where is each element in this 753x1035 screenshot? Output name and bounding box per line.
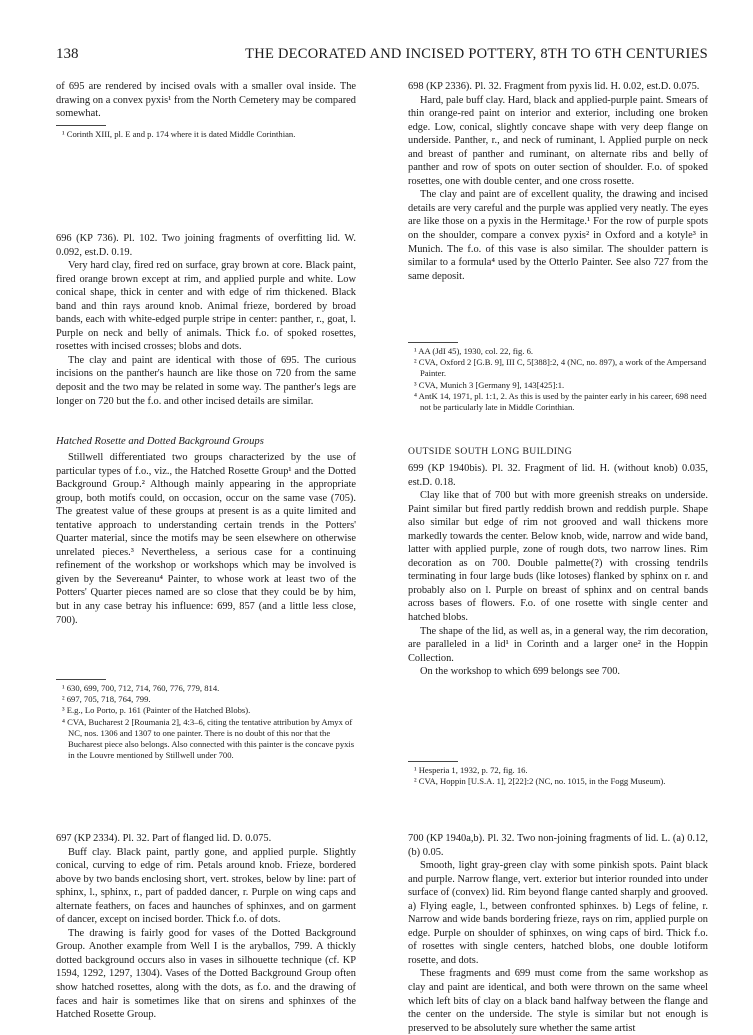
entry-697-commentary: The drawing is fairly good for vases of the Dotted Background Group. Another example from Well I is the aryballos, 799. A thickly dotted background occurs also in vases in silhouette technique (cf. KP 1594, 1292, 1297, 1304). Vases of the Dotted Background Group often show hatched rosettes, along with the dots, as f.o. and the drawing of faces and hair is sometimes like that on sirens and sphinxes of the Hatched Rosette Group. (56, 927, 356, 1021)
footnote: ¹ Corinth XIII, pl. E and p. 174 where it is dated Middle Corinthian. (62, 129, 296, 139)
entry-697-heading: 697 (KP 2334). Pl. 32. Part of flanged lid. D. 0.075. (56, 833, 272, 844)
entry-696-heading: 696 (KP 736). Pl. 102. Two joining fragments of overfitting lid. W. 0.092, est.D. 0.19. (56, 233, 356, 258)
footnote: ⁴ AntK 14, 1971, pl. 1:1, 2. As this is used by the painter early in his career, 698 need not be particularly late in Middle Corinthian. (414, 390, 707, 413)
entry-696-description: Very hard clay, fired red on surface, gray brown at core. Black paint, fired orange brown except at rim, and applied purple and white. Low conical shape, thick in center and with edge of rim thickened. Black band and thin rays around knob. Animal frieze, bordered by broad bands, each with white-edged purple stripe in center: panther, r., goat, l. Purple on neck and belly of animals. Thick f.o. of spoked rosettes, rosettes with incised crosses; blobs and dots. (56, 260, 356, 353)
entry-700-description: Smooth, light gray-green clay with some pinkish spots. Paint black and purple. Narrow flange, vert. exterior but interior rounded into under surface of (convex) lid. Rim beyond flange canted sharply and grooved. a) Flying eagle, l., between confronted sphinxes. b) Legs of feline, r. Narrow and wide bands bordering frieze, rays on rim, applied purple on edge. Purple on shoulder of sphinxes, on wing caps of bird. Thick f.o. of rosettes with single centers, hatched blobs, one double lotiform rosette, and dots. (408, 860, 708, 966)
continued-paragraph: of 695 are rendered by incised ovals with a smaller oval inside. The drawing on a convex pyxis¹ from the North Cemetery may be compared somewhat. (56, 81, 356, 120)
footnote: ² 697, 705, 718, 764, 799. (62, 694, 151, 705)
footnote: ¹ Hesperia 1, 1932, p. 72, fig. 16. (414, 765, 528, 775)
entry-698 (408, 80, 708, 283)
entry-700-commentary: These fragments and 699 must come from the same workshop as clay and paint are identical, and both were thrown on the same wheel which left bits of clay on a black band halfway between the flange and the center on the underside. The style is similar but not enough is preserved to be absolutely sure whether the same artist (408, 968, 708, 1034)
entry-698-footnotes (408, 342, 708, 413)
entry-699-commentary: The shape of the lid, as well as, in a general way, the rim decoration, are paralleled in a lid¹ in Corinth and a larger one² in the Hoppin Collection. (408, 625, 708, 664)
footnote: ³ E.g., Lo Porto, p. 161 (Painter of the Hatched Blobs). (62, 705, 251, 716)
hatched-rosette-footnotes (56, 679, 356, 761)
footnote: ⁴ CVA, Bucharest 2 [Roumania 2], 4:3–6, citing the tentative attribution by Amyx of NC, nos. 1306 and 1307 to one painter. There is no doubt of this nor that the Bucharest piece also belongs. Also connected with this painter is the concave pyxis in the Louvre mentioned by Stillwell under 700. (62, 716, 355, 761)
entry-697 (56, 832, 356, 1022)
footnote-rule (408, 342, 458, 343)
section-heading-hatched-rosette: Hatched Rosette and Dotted Background Groups (56, 436, 264, 447)
entry-697-description: Buff clay. Black paint, partly gone, and applied purple. Slightly conical, curving to edge of rim. Petals around knob. Frieze, bordered above by two bands enclosing short, vert. strokes, below by line: part of sphinx, l., sphinx, r., part of padded dancer, r. Purple on wing caps and alternate feathers, on faces and haunches of sphinxes, and on garment of dancer, except on incised border. Thick f.o. of dots. (56, 846, 356, 926)
footnote: ² CVA, Oxford 2 [G.B. 9], III C, 5[388]:2, 4 (NC, no. 897), a work of the Ampersand Painter. (414, 357, 707, 379)
footnote: ¹ AA (JdI 45), 1930, col. 22, fig. 6. (414, 346, 534, 356)
entry-699-description: Clay like that of 700 but with more greenish streaks on underside. Paint similar but fired partly reddish brown and reddish purple. Shape also similar but edge of rim not grooved and wall thickens more markedly towards the center. Below knob, wide, narrow and wide band, latter with applied purple, zone of rough dots, two narrow lines. Rim decoration as on 700. Double palmette(?) with crossing tendrils terminating in four large buds (like lotoses) flanked by sphinx on r. and probably also on l. Purple on breast of sphinx and on central bands across bases of flowers. F.o. of one rosette with single center and hatched blobs. (408, 490, 708, 624)
entry-698-heading: 698 (KP 2336). Pl. 32. Fragment from pyxis lid. H. 0.02, est.D. 0.075. (408, 81, 700, 92)
entry-699-workshop-note: On the workshop to which 699 belongs see 700. (420, 666, 620, 678)
entry-698-description: Hard, pale buff clay. Hard, black and applied-purple paint. Smears of thin orange-red paint on interior and exterior, including one broken edge. Low, conical, slightly concave shape with very deep flange on underside. Panther, r., and neck of ruminant, l. Applied purple on neck and breast of panther and ruminant, on alternate ribs and belly of panther and row of spots on outer section of shoulder. F.o. of spoked rosettes, one with double center, and one cross rosette. (408, 94, 708, 187)
entry-696-commentary: The clay and paint are identical with those of 695. The curious incisions on the panther's haunch are like those on 720 from the same deposit and the two may be related in some way. The panther's legs are longer on 720 but the f.o. and other incised details are similar. (56, 354, 356, 407)
footnote: ³ CVA, Munich 3 [Germany 9], 143[425]:1. (414, 379, 565, 390)
footnote-rule (56, 679, 106, 680)
hatched-rosette-section (56, 451, 356, 627)
entry-700-heading: 700 (KP 1940a,b). Pl. 32. Two non-joining fragments of lid. L. (a) 0.12, (b) 0.05. (408, 833, 708, 858)
entry-696 (56, 232, 356, 408)
footnote-rule (408, 761, 458, 762)
footnote: ² CVA, Hoppin [U.S.A. 1], 2[22]:2 (NC, no. 1015, in the Fogg Museum). (414, 776, 666, 787)
page-number: 138 (56, 46, 79, 62)
footnote-rule (56, 125, 106, 126)
running-title: THE DECORATED AND INCISED POTTERY, 8TH TO 6TH CENTURIES (245, 46, 708, 62)
section-heading-outside-south-long-building: OUTSIDE SOUTH LONG BUILDING (408, 446, 573, 457)
running-header (56, 46, 708, 68)
continued-footnotes (56, 125, 356, 140)
hatched-rosette-paragraph: Stillwell differentiated two groups characterized by the use of particular types of f.o., viz., the Hatched Rosette Group¹ and the Dotted Background Group.² Although mainly appearing in the appropriate group, both motifs could, on occasion, occur on the same vase (705). The greatest value of these groups at present is as a quite limited and tentative approach to understanding certain trends in the Potters' Quarter material, since the motifs may be seen elsewhere on otherwise unrelated pieces.³ Nevertheless, a serious case for a continuing refinement of the workshop or workshops which may be involved is given by the Severeanu⁴ Painter, to whose work at least two of the Potters' Quarter pieces named are so close that they could be by him, but in any case betray his influence: 699, 857 (and a little less close, 700). (56, 452, 356, 626)
entry-699-heading: 699 (KP 1940bis). Pl. 32. Fragment of lid. H. (without knob) 0.035, est.D. 0.18. (408, 463, 708, 488)
continued-text (56, 80, 356, 121)
entry-700 (408, 832, 708, 1035)
footnote: ¹ 630, 699, 700, 712, 714, 760, 776, 779, 814. (62, 683, 220, 693)
entry-698-commentary: The clay and paint are of excellent quality, the drawing and incised details are very careful and the purple was applied very neatly. The eyes are like those on a pyxis in the Hermitage.¹ For the row of purple spots on the shoulder, compare a convex pyxis² in Oxford and a kotyle³ in Munich. The f.o. of this vase is also similar. The shoulder pattern is similar to a formula⁴ used by the Otterlo Painter. See also 727 from the same deposit. (408, 189, 708, 282)
entry-699-footnotes (408, 761, 708, 787)
entry-699 (408, 462, 708, 679)
